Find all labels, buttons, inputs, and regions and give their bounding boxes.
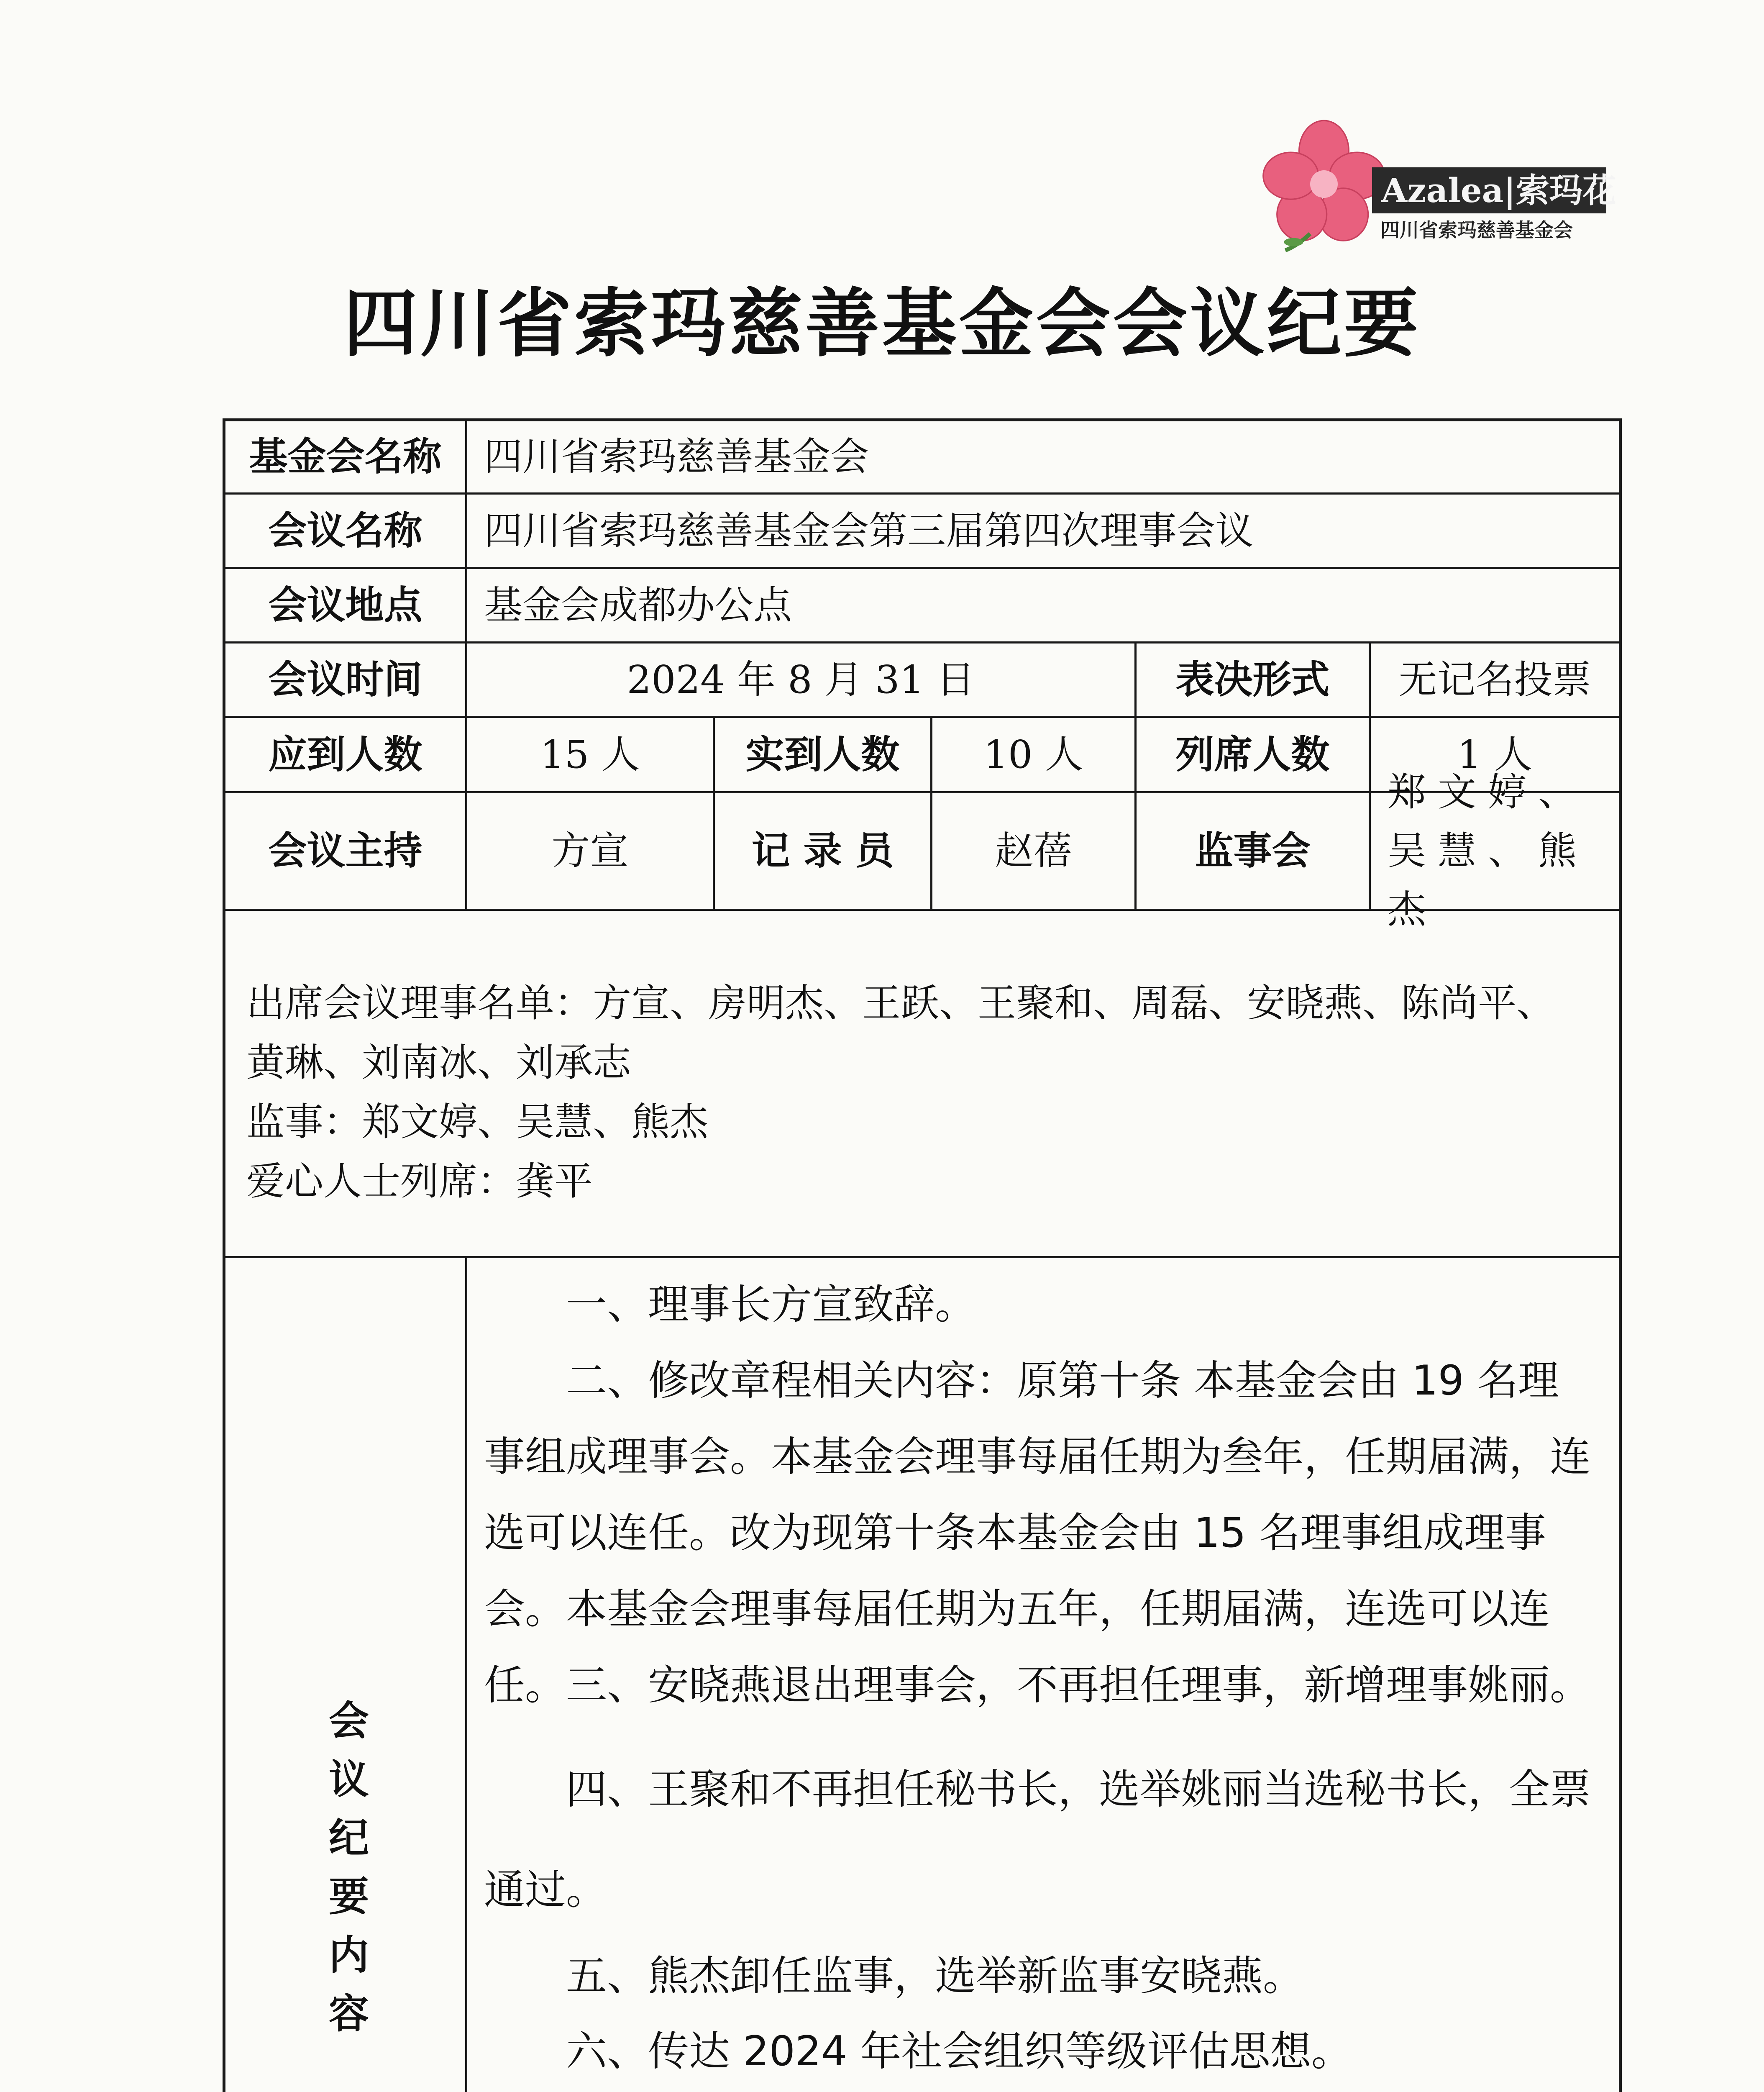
minutes-item-3: 三、安晓燕退出理事会，不再担任理事，新增理事姚丽。 — [566, 1661, 1591, 1709]
supervisory-board-label: 监事会 — [1137, 793, 1371, 911]
meeting-name-label: 会议名称 — [225, 495, 467, 569]
expected-attendance-label: 应到人数 — [225, 718, 467, 793]
guest-line: 爱心人士列席：龚平 — [246, 1159, 593, 1204]
meeting-host-value: 方宣 — [467, 793, 715, 911]
foundation-name-label: 基金会名称 — [225, 421, 467, 495]
minutes-item-5: 五、熊杰卸任监事，选举新监事安晓燕。 — [566, 1952, 1304, 2000]
recorder-label: 记 录 员 — [715, 793, 932, 911]
minutes-item-1: 一、理事长方宣致辞。 — [566, 1281, 976, 1328]
directors-line-1: 出席会议理事名单：方宣、房明杰、王跃、王聚和、周磊、安晓燕、陈尚平、 — [246, 981, 1555, 1025]
minutes-item-2: 二、修改章程相关内容：原第十条 本基金会由 19 名理事组成理事会。本基金会理事每届任期为叁年，任期届满，连选可以连任。改为现第十条本基金会由 15 名理事组成理事会。本基金会理事每届任期为五年，任期届满，连选可以连任。 — [484, 1357, 1591, 1709]
side-label-char: 会 — [329, 1697, 369, 1744]
meeting-name-value: 四川省索玛慈善基金会第三届第四次理事会议 — [467, 495, 1619, 569]
foundation-logo — [1255, 107, 1623, 257]
logo-brand-name: Azalea|索玛花 — [1372, 167, 1606, 213]
minutes-item-7 — [484, 2087, 1597, 2092]
meeting-host-label: 会议主持 — [225, 793, 467, 911]
minutes-content — [467, 1258, 1619, 2092]
supervisors-line: 监事：郑文婷、吴慧、熊杰 — [246, 1100, 709, 1144]
logo-subtitle: 四川省索玛慈善基金会 — [1380, 219, 1573, 241]
minutes-item-6: 六、传达 2024 年社会组织等级评估思想。 — [566, 2028, 1352, 2075]
side-label-char: 容 — [329, 1990, 369, 2037]
foundation-name-value: 四川省索玛慈善基金会 — [467, 421, 1619, 495]
recorder-value: 赵蓓 — [932, 793, 1137, 911]
vote-form-label: 表决形式 — [1137, 643, 1371, 718]
attendance-list — [225, 911, 1619, 1258]
vote-form-value: 无记名投票 — [1371, 643, 1619, 718]
meeting-time-value: 2024 年 8 月 31 日 — [467, 643, 1137, 718]
meeting-time-label: 会议时间 — [225, 643, 467, 718]
meeting-form-table — [223, 418, 1622, 2092]
side-label-char: 纪 — [329, 1815, 369, 1861]
side-label-char: 议 — [329, 1756, 369, 1803]
meeting-location-label: 会议地点 — [225, 569, 467, 643]
document-title: 四川省索玛慈善基金会会议纪要 — [343, 280, 1421, 367]
side-label-char: 要 — [329, 1873, 369, 1920]
directors-line-2: 黄琳、刘南冰、刘承志 — [246, 1040, 632, 1085]
supervisory-board-value: 郑文婷、吴慧、熊杰 — [1371, 793, 1619, 911]
expected-attendance-value: 15 人 — [467, 718, 715, 793]
meeting-location-value: 基金会成都办公点 — [467, 569, 1619, 643]
observer-count-label: 列席人数 — [1137, 718, 1371, 793]
observer-count-value: 1 人 — [1371, 718, 1619, 793]
actual-attendance-label: 实到人数 — [715, 718, 932, 793]
side-label-char: 内 — [329, 1932, 369, 1979]
minutes-item-4: 四、王聚和不再担任秘书长，选举姚丽当选秘书长，全票通过。 — [484, 1766, 1591, 1914]
actual-attendance-value: 10 人 — [932, 718, 1137, 793]
minutes-section-label — [225, 1258, 467, 2092]
